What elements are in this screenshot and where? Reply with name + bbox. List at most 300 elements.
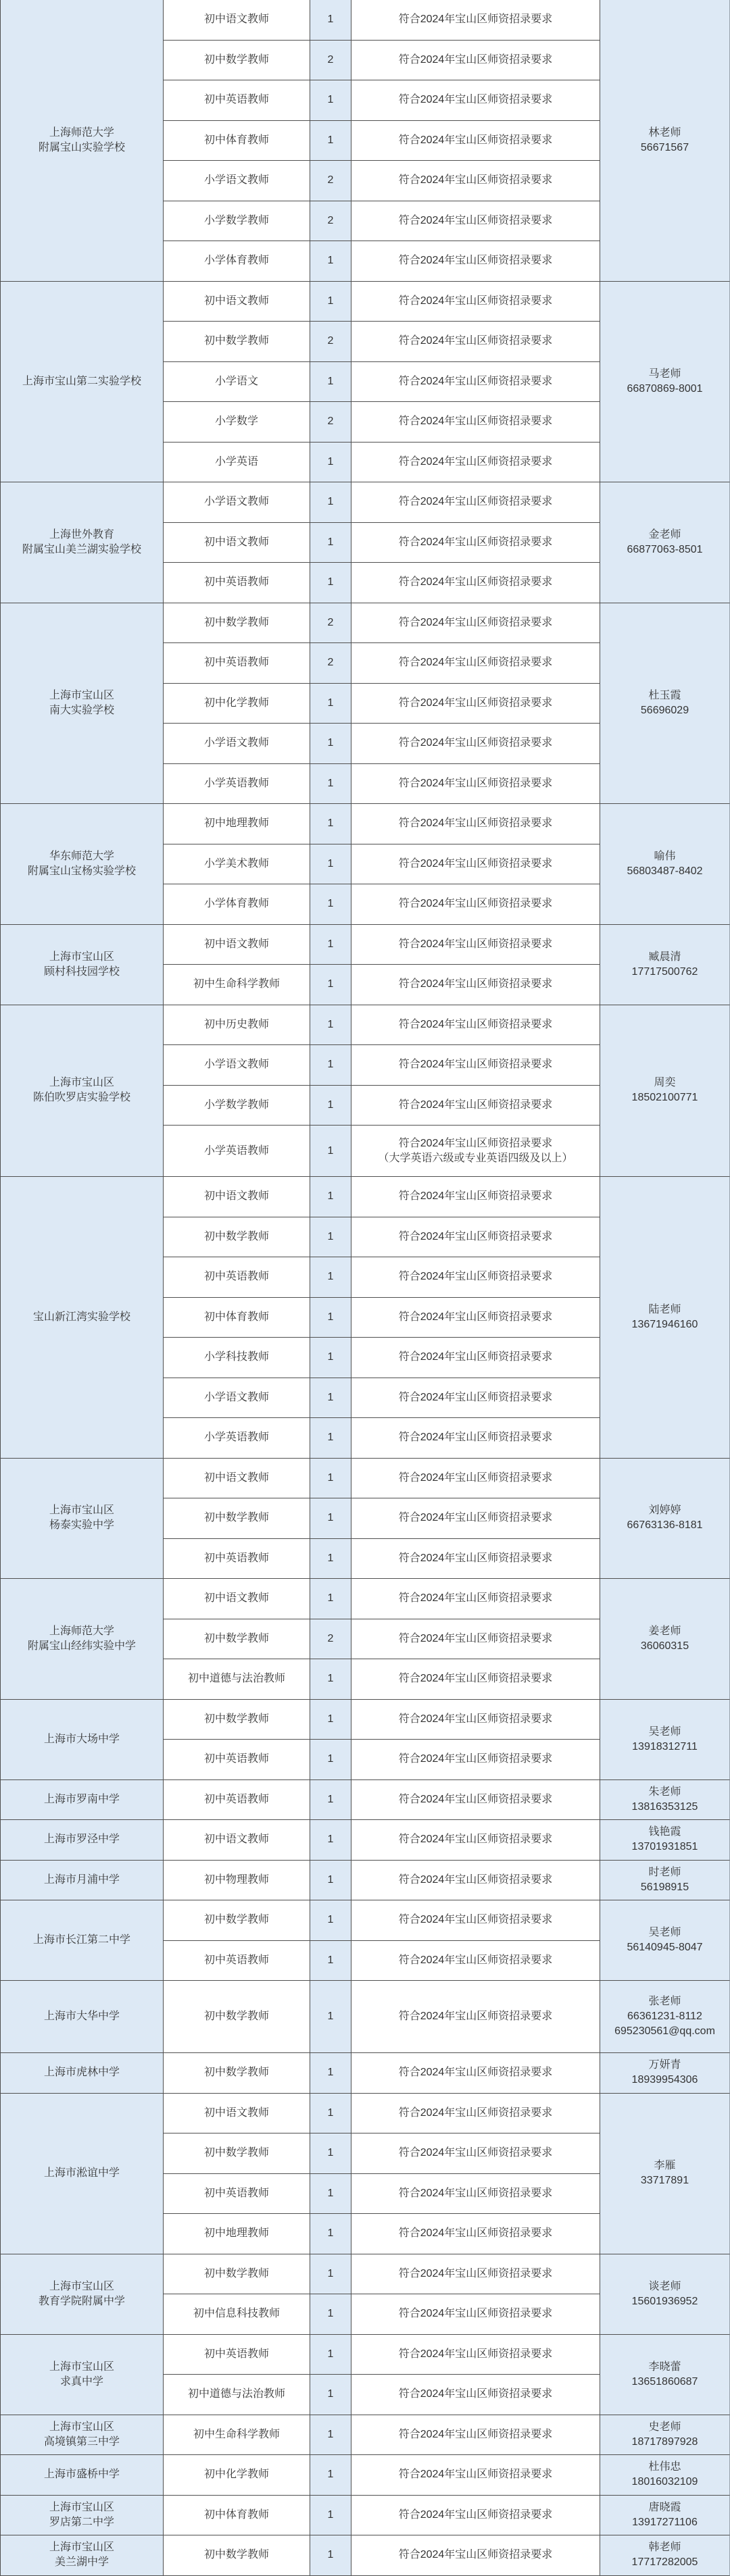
contact-cell bbox=[600, 2335, 730, 2415]
headcount-value: 1 bbox=[327, 1552, 334, 1564]
position-title: 初中语文教师 bbox=[203, 295, 269, 307]
position-title-cell bbox=[164, 482, 310, 522]
requirement-cell bbox=[351, 1459, 600, 1498]
requirement-text: 符合2024年宝山区师资招录要求 bbox=[398, 2348, 553, 2360]
headcount-cell bbox=[310, 523, 351, 563]
school-name-line: 顾村科技园学校 bbox=[43, 965, 120, 978]
requirement-cell bbox=[351, 402, 600, 442]
school-name-line: 高境镇第三中学 bbox=[43, 2435, 120, 2448]
position-title-cell bbox=[164, 684, 310, 724]
school-section bbox=[0, 2496, 730, 2536]
requirement-cell bbox=[351, 724, 600, 763]
headcount-cell bbox=[310, 1498, 351, 1538]
position-title: 初中道德与法治教师 bbox=[187, 1673, 285, 1685]
position-title-cell bbox=[164, 282, 310, 322]
headcount-cell bbox=[310, 121, 351, 161]
school-name-line: 附属宝山美兰湖实验学校 bbox=[22, 543, 141, 555]
headcount-value: 2 bbox=[327, 53, 334, 66]
contact-name: 韩老师 bbox=[648, 2542, 681, 2554]
contact-phone: 66870869-8001 bbox=[627, 382, 703, 395]
contact-phone: 66361231-8112 bbox=[627, 2011, 702, 2022]
contact-name: 时老师 bbox=[648, 1866, 681, 1878]
position-rows bbox=[164, 0, 600, 282]
school-name-cell bbox=[0, 2335, 164, 2415]
school-name-cell bbox=[0, 1981, 164, 2053]
requirement-text: 符合2024年宝山区师资招录要求 bbox=[398, 1592, 553, 1605]
school-name-cell bbox=[0, 1177, 164, 1459]
position-title: 初中道德与法治教师 bbox=[187, 2388, 285, 2400]
requirement-cell bbox=[351, 1659, 600, 1699]
headcount-cell bbox=[310, 161, 351, 201]
headcount-value: 1 bbox=[327, 14, 334, 26]
headcount-value: 1 bbox=[327, 2428, 334, 2440]
headcount-cell bbox=[310, 2375, 351, 2415]
position-title-cell bbox=[164, 764, 310, 804]
requirement-cell bbox=[351, 1005, 600, 1045]
contact-phone: 13671946160 bbox=[631, 1318, 698, 1330]
headcount-value: 1 bbox=[327, 2308, 334, 2320]
requirement-text: 符合2024年宝山区师资招录要求 bbox=[398, 134, 553, 146]
headcount-cell bbox=[310, 1820, 351, 1860]
position-row bbox=[164, 1086, 600, 1126]
headcount-value: 1 bbox=[327, 1793, 334, 1805]
position-row bbox=[164, 443, 600, 483]
requirement-cell bbox=[351, 2254, 600, 2294]
school-name-line: 上海市月浦中学 bbox=[43, 1873, 120, 1886]
requirement-text: 符合2024年宝山区师资招录要求 bbox=[398, 1098, 553, 1111]
school-name-line: 上海世外教育 bbox=[49, 528, 114, 540]
position-rows bbox=[164, 2455, 600, 2496]
headcount-cell bbox=[310, 2415, 351, 2455]
position-title-cell bbox=[164, 603, 310, 643]
headcount-value: 1 bbox=[327, 1432, 334, 1444]
requirement-text: 符合2024年宝山区师资招录要求 bbox=[398, 1914, 553, 1926]
requirement-cell bbox=[351, 2455, 600, 2495]
headcount-value: 1 bbox=[327, 94, 334, 106]
contact-name: 金老师 bbox=[648, 528, 681, 540]
position-title: 小学语文 bbox=[214, 375, 258, 387]
position-title-cell bbox=[164, 0, 310, 40]
position-title: 初中数学教师 bbox=[203, 1914, 269, 1926]
contact-name: 刘婷婷 bbox=[648, 1505, 681, 1517]
contact-name: 喻伟 bbox=[654, 850, 676, 862]
position-row bbox=[164, 121, 600, 161]
school-name-cell bbox=[0, 2455, 164, 2496]
position-row bbox=[164, 2174, 600, 2215]
contact-phone: 18502100771 bbox=[631, 1092, 698, 1104]
position-title-cell bbox=[164, 1579, 310, 1619]
requirement-text: 符合2024年宝山区师资招录要求 bbox=[398, 415, 553, 428]
position-title-cell bbox=[164, 2133, 310, 2173]
requirement-text: 符合2024年宝山区师资招录要求 bbox=[398, 2388, 553, 2400]
requirement-text: 符合2024年宝山区师资招录要求 bbox=[398, 2428, 553, 2440]
requirement-cell bbox=[351, 2053, 600, 2093]
position-rows bbox=[164, 1861, 600, 1901]
requirement-cell bbox=[351, 41, 600, 80]
contact-phone: 33717891 bbox=[640, 2175, 689, 2186]
requirement-text: 符合2024年宝山区师资招录要求 bbox=[398, 657, 553, 669]
requirement-text: 符合2024年宝山区师资招录要求 bbox=[398, 1552, 553, 1564]
requirement-text: 符合2024年宝山区师资招录要求 bbox=[398, 1512, 553, 1524]
headcount-cell bbox=[310, 2133, 351, 2173]
position-row bbox=[164, 523, 600, 563]
requirement-cell bbox=[351, 925, 600, 965]
requirement-text: 符合2024年宝山区师资招录要求 bbox=[398, 375, 553, 387]
position-title: 小学英语 bbox=[214, 455, 258, 468]
position-row bbox=[164, 1780, 600, 1821]
school-section bbox=[0, 804, 730, 925]
requirement-text: 符合2024年宝山区师资招录要求 bbox=[398, 2508, 553, 2521]
position-rows bbox=[164, 1900, 600, 1981]
position-row bbox=[164, 161, 600, 201]
headcount-cell bbox=[310, 563, 351, 603]
school-name-line: 附属宝山经纬实验中学 bbox=[27, 1640, 136, 1652]
headcount-value: 1 bbox=[327, 1144, 334, 1157]
position-title-cell bbox=[164, 2174, 310, 2214]
school-name-cell bbox=[0, 2053, 164, 2094]
headcount-cell bbox=[310, 1619, 351, 1659]
position-rows bbox=[164, 1981, 600, 2053]
requirement-text: 符合2024年宝山区师资招录要求 bbox=[398, 1271, 553, 1283]
school-section bbox=[0, 1005, 730, 1178]
position-title-cell bbox=[164, 523, 310, 563]
contact-phone: 56140945-8047 bbox=[627, 1942, 703, 1953]
headcount-value: 2 bbox=[327, 657, 334, 669]
contact-phone: 56671567 bbox=[640, 141, 689, 153]
position-row bbox=[164, 1257, 600, 1298]
position-title-cell bbox=[164, 2415, 310, 2455]
position-title-cell bbox=[164, 1045, 310, 1085]
position-row bbox=[164, 884, 600, 925]
position-row bbox=[164, 1217, 600, 1258]
school-section bbox=[0, 2415, 730, 2456]
contact-phone: 56198915 bbox=[640, 1881, 689, 1893]
contact-phone: 15601936952 bbox=[631, 2295, 698, 2307]
position-title-cell bbox=[164, 1126, 310, 1176]
headcount-value: 1 bbox=[327, 2067, 334, 2079]
requirement-cell bbox=[351, 1418, 600, 1458]
position-title-cell bbox=[164, 844, 310, 884]
school-section bbox=[0, 1579, 730, 1700]
headcount-cell bbox=[310, 1298, 351, 1338]
position-row bbox=[164, 764, 600, 805]
headcount-value: 1 bbox=[327, 2267, 334, 2279]
contact-cell bbox=[600, 1861, 730, 1901]
position-title-cell bbox=[164, 1086, 310, 1126]
headcount-cell bbox=[310, 1659, 351, 1699]
position-title-cell bbox=[164, 2335, 310, 2375]
contact-phone: 17717500762 bbox=[631, 965, 698, 978]
position-title-cell bbox=[164, 1900, 310, 1940]
position-rows bbox=[164, 1579, 600, 1700]
position-row bbox=[164, 1579, 600, 1619]
position-row bbox=[164, 2535, 600, 2576]
position-title: 初中生命科学教师 bbox=[193, 978, 280, 990]
requirement-text: 符合2024年宝山区师资招录要求 bbox=[398, 1632, 553, 1644]
school-section bbox=[0, 603, 730, 805]
requirement-cell bbox=[351, 362, 600, 402]
requirement-cell bbox=[351, 1820, 600, 1860]
school-section bbox=[0, 1820, 730, 1861]
school-name-line: 上海市宝山区 bbox=[49, 2360, 114, 2373]
requirement-cell bbox=[351, 643, 600, 683]
position-title-cell bbox=[164, 925, 310, 965]
position-row bbox=[164, 804, 600, 844]
requirement-text: 符合2024年宝山区师资招录要求 bbox=[398, 2187, 553, 2199]
position-title: 初中地理教师 bbox=[203, 817, 269, 830]
position-title: 小学数学教师 bbox=[203, 214, 269, 226]
school-name-line: 上海市宝山区 bbox=[49, 951, 114, 963]
position-title: 小学体育教师 bbox=[203, 255, 269, 267]
headcount-cell bbox=[310, 2174, 351, 2214]
headcount-value: 1 bbox=[327, 1834, 334, 1846]
school-section bbox=[0, 0, 730, 282]
position-title: 初中语文教师 bbox=[203, 938, 269, 950]
position-row bbox=[164, 1941, 600, 1981]
position-title: 初中英语教师 bbox=[203, 2348, 269, 2360]
position-title-cell bbox=[164, 2214, 310, 2254]
position-row bbox=[164, 322, 600, 362]
requirement-cell bbox=[351, 844, 600, 884]
position-title: 初中信息科技教师 bbox=[193, 2308, 280, 2320]
headcount-value: 1 bbox=[327, 2469, 334, 2481]
position-rows bbox=[164, 2094, 600, 2254]
contact-cell bbox=[600, 2094, 730, 2254]
position-row bbox=[164, 2375, 600, 2415]
position-title-cell bbox=[164, 884, 310, 924]
contact-name: 臧晨清 bbox=[648, 951, 681, 963]
contact-cell bbox=[600, 1900, 730, 1981]
contact-name: 陆老师 bbox=[648, 1303, 681, 1315]
school-name-cell bbox=[0, 282, 164, 483]
position-row bbox=[164, 2254, 600, 2295]
school-section bbox=[0, 1459, 730, 1580]
school-name-line: 杨泰实验中学 bbox=[49, 1519, 114, 1532]
position-title-cell bbox=[164, 2294, 310, 2334]
headcount-cell bbox=[310, 925, 351, 965]
position-row bbox=[164, 1619, 600, 1660]
school-name-cell bbox=[0, 925, 164, 1005]
position-row bbox=[164, 282, 600, 322]
position-row bbox=[164, 1498, 600, 1539]
contact-name: 周奕 bbox=[654, 1077, 676, 1089]
headcount-value: 1 bbox=[327, 1311, 334, 1323]
requirement-cell bbox=[351, 1579, 600, 1619]
position-row bbox=[164, 1740, 600, 1780]
position-title: 初中数学教师 bbox=[203, 2067, 269, 2079]
requirement-text: 符合2024年宝山区师资招录要求 bbox=[398, 978, 553, 990]
requirement-cell bbox=[351, 1378, 600, 1418]
headcount-cell bbox=[310, 1941, 351, 1981]
requirement-text: 符合2024年宝山区师资招录要求 bbox=[398, 2227, 553, 2240]
school-name-line: 上海市宝山区 bbox=[49, 2421, 114, 2433]
position-title: 初中英语教师 bbox=[203, 1753, 269, 1765]
position-title: 初中数学教师 bbox=[203, 2549, 269, 2561]
position-row bbox=[164, 1298, 600, 1338]
position-title: 初中化学教师 bbox=[203, 2469, 269, 2481]
position-row bbox=[164, 402, 600, 443]
contact-cell bbox=[600, 1700, 730, 1780]
school-name-cell bbox=[0, 1700, 164, 1780]
position-row bbox=[164, 965, 600, 1005]
position-title: 初中语文教师 bbox=[203, 1834, 269, 1846]
position-title-cell bbox=[164, 2535, 310, 2575]
school-name-line: 美兰湖中学 bbox=[54, 2556, 109, 2569]
headcount-value: 1 bbox=[327, 1512, 334, 1524]
requirement-text: 符合2024年宝山区师资招录要求 bbox=[398, 1673, 553, 1685]
headcount-cell bbox=[310, 1459, 351, 1498]
school-name-cell bbox=[0, 1780, 164, 1821]
contact-cell bbox=[600, 1981, 730, 2053]
position-title: 小学科技教师 bbox=[203, 1351, 269, 1363]
contact-name: 林老师 bbox=[648, 126, 681, 138]
position-title-cell bbox=[164, 1177, 310, 1217]
contact-name: 杜伟忠 bbox=[648, 2461, 681, 2473]
school-name-line: 罗店第二中学 bbox=[49, 2516, 114, 2528]
headcount-cell bbox=[310, 1900, 351, 1940]
contact-phone: 13701931851 bbox=[631, 1841, 698, 1853]
requirement-text: 符合2024年宝山区师资招录要求 bbox=[398, 1137, 553, 1149]
position-title-cell bbox=[164, 2053, 310, 2093]
headcount-value: 1 bbox=[327, 1230, 334, 1242]
school-section bbox=[0, 1177, 730, 1459]
school-name-cell bbox=[0, 2415, 164, 2456]
headcount-value: 1 bbox=[327, 576, 334, 588]
contact-cell bbox=[600, 804, 730, 925]
headcount-cell bbox=[310, 1257, 351, 1297]
position-title: 初中生命科学教师 bbox=[193, 2428, 280, 2440]
contact-name: 吴老师 bbox=[648, 1725, 681, 1738]
position-row bbox=[164, 1126, 600, 1177]
position-rows bbox=[164, 2335, 600, 2415]
school-section bbox=[0, 1700, 730, 1780]
headcount-value: 1 bbox=[327, 1098, 334, 1111]
headcount-cell bbox=[310, 0, 351, 40]
requirement-text: 符合2024年宝山区师资招录要求 bbox=[398, 2011, 553, 2022]
requirement-cell bbox=[351, 322, 600, 361]
position-row bbox=[164, 482, 600, 523]
requirement-cell bbox=[351, 1177, 600, 1217]
headcount-cell bbox=[310, 2535, 351, 2575]
school-name-line: 上海市大华中学 bbox=[43, 2011, 120, 2022]
school-section bbox=[0, 925, 730, 1005]
position-title-cell bbox=[164, 241, 310, 281]
position-row bbox=[164, 241, 600, 282]
headcount-cell bbox=[310, 80, 351, 120]
headcount-value: 1 bbox=[327, 295, 334, 307]
requirement-text: 符合2024年宝山区师资招录要求 bbox=[398, 817, 553, 830]
contact-phone: 13651860687 bbox=[631, 2375, 698, 2388]
school-name-cell bbox=[0, 1579, 164, 1700]
school-section bbox=[0, 1900, 730, 1981]
school-name-line: 上海市虎林中学 bbox=[43, 2067, 120, 2079]
position-title: 初中英语教师 bbox=[203, 576, 269, 588]
requirement-cell bbox=[351, 2174, 600, 2214]
headcount-value: 1 bbox=[327, 2011, 334, 2022]
headcount-value: 1 bbox=[327, 938, 334, 950]
requirement-text: 符合2024年宝山区师资招录要求 bbox=[398, 335, 553, 347]
school-name-cell bbox=[0, 1900, 164, 1981]
requirement-text: 符合2024年宝山区师资招录要求 bbox=[398, 255, 553, 267]
requirement-cell bbox=[351, 2094, 600, 2133]
requirement-text: 符合2024年宝山区师资招录要求 bbox=[398, 1391, 553, 1403]
requirement-text: 符合2024年宝山区师资招录要求 bbox=[398, 1190, 553, 1203]
position-title: 初中地理教师 bbox=[203, 2227, 269, 2240]
requirement-text: 符合2024年宝山区师资招录要求 bbox=[398, 1311, 553, 1323]
requirement-cell bbox=[351, 1257, 600, 1297]
requirement-text: 符合2024年宝山区师资招录要求 bbox=[398, 14, 553, 26]
contact-name: 姜老师 bbox=[648, 1625, 681, 1637]
school-name-line: 上海师范大学 bbox=[49, 1625, 114, 1637]
position-title-cell bbox=[164, 2496, 310, 2535]
school-name-line: 上海市宝山区 bbox=[49, 2501, 114, 2513]
headcount-cell bbox=[310, 1981, 351, 2052]
position-row bbox=[164, 1378, 600, 1419]
requirement-cell bbox=[351, 1045, 600, 1085]
contact-phone: 18717897928 bbox=[631, 2435, 698, 2448]
position-title-cell bbox=[164, 362, 310, 402]
requirement-cell bbox=[351, 2294, 600, 2334]
contact-name: 张老师 bbox=[648, 1996, 681, 2007]
requirement-cell bbox=[351, 201, 600, 241]
headcount-cell bbox=[310, 965, 351, 1005]
position-row bbox=[164, 2335, 600, 2375]
contact-name: 李雁 bbox=[654, 2160, 676, 2171]
contact-cell bbox=[600, 282, 730, 483]
contact-cell bbox=[600, 603, 730, 805]
position-title: 小学英语教师 bbox=[203, 1144, 269, 1157]
requirement-cell bbox=[351, 965, 600, 1005]
headcount-cell bbox=[310, 1418, 351, 1458]
position-rows bbox=[164, 2496, 600, 2536]
headcount-value: 1 bbox=[327, 134, 334, 146]
position-row bbox=[164, 201, 600, 242]
position-row bbox=[164, 563, 600, 603]
position-rows bbox=[164, 1177, 600, 1459]
headcount-value: 1 bbox=[327, 1673, 334, 1685]
position-title-cell bbox=[164, 2094, 310, 2133]
headcount-cell bbox=[310, 322, 351, 361]
headcount-value: 1 bbox=[327, 1713, 334, 1725]
contact-cell bbox=[600, 2496, 730, 2536]
headcount-value: 1 bbox=[327, 2549, 334, 2561]
school-name-cell bbox=[0, 0, 164, 282]
position-title: 小学语文教师 bbox=[203, 1059, 269, 1071]
position-title: 初中数学教师 bbox=[203, 53, 269, 66]
position-title-cell bbox=[164, 322, 310, 361]
position-title: 小学数学 bbox=[214, 415, 258, 428]
position-title-cell bbox=[164, 402, 310, 442]
requirement-cell bbox=[351, 523, 600, 563]
position-title: 小学语文教师 bbox=[203, 496, 269, 508]
position-title: 初中语文教师 bbox=[203, 1190, 269, 1203]
headcount-value: 1 bbox=[327, 1914, 334, 1926]
headcount-value: 1 bbox=[327, 2227, 334, 2240]
position-title-cell bbox=[164, 1338, 310, 1378]
position-row bbox=[164, 1005, 600, 1046]
requirement-text: 符合2024年宝山区师资招录要求 bbox=[398, 2549, 553, 2561]
contact-cell bbox=[600, 1005, 730, 1178]
headcount-value: 2 bbox=[327, 1632, 334, 1644]
position-row bbox=[164, 2415, 600, 2456]
school-name-line: 附属宝山宝杨实验学校 bbox=[27, 865, 136, 877]
contact-phone: 13917271106 bbox=[632, 2516, 698, 2528]
contact-name: 马老师 bbox=[648, 368, 681, 380]
position-row bbox=[164, 684, 600, 724]
headcount-value: 1 bbox=[327, 978, 334, 990]
requirement-cell bbox=[351, 563, 600, 603]
headcount-cell bbox=[310, 1700, 351, 1740]
